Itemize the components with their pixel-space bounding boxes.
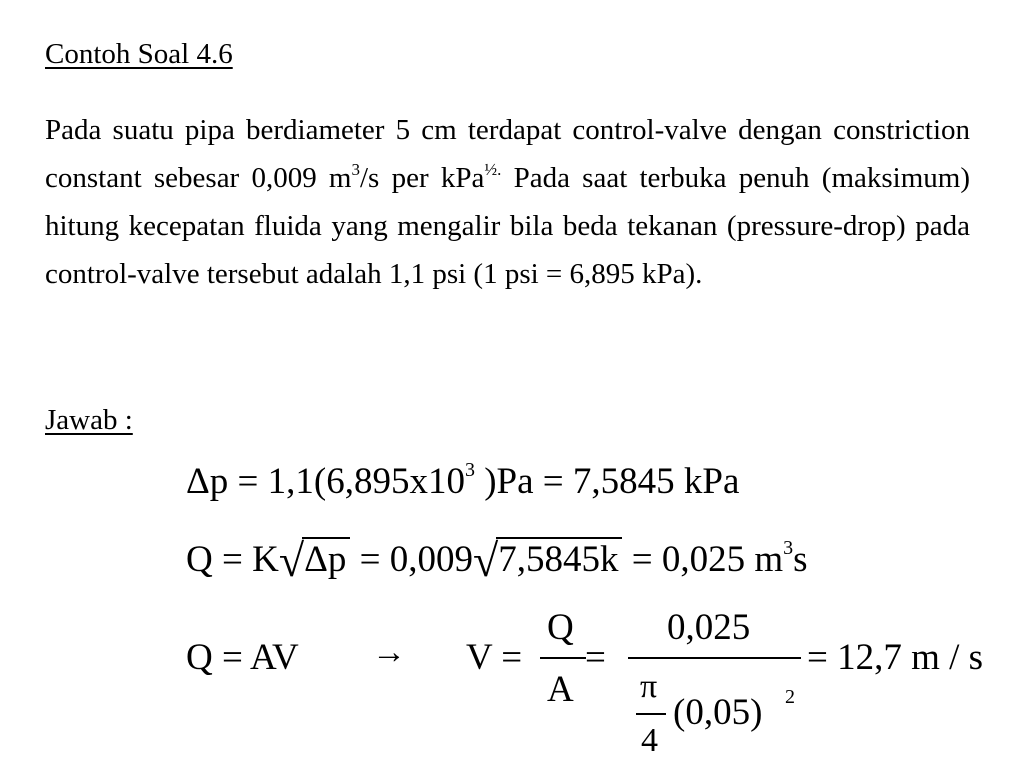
eq3-numerator-value: 0,025 — [667, 607, 751, 648]
eq2-mid: = 0,009 — [350, 539, 473, 580]
eq2-radicand-1: Δp — [302, 537, 350, 580]
equation-pressure-drop — [186, 460, 739, 503]
eq2-unit: s — [793, 539, 808, 580]
problem-text-2: /s per kPa — [360, 162, 485, 194]
problem-text-1: Pada suatu pipa berdiameter 5 cm terdapat control-valve dengan constriction constant sebesar 0,009 m — [45, 114, 970, 194]
eq3-denominator-value: (0,05) — [673, 692, 763, 733]
sqrt-icon: √ — [472, 535, 499, 586]
eq3-equals: = — [585, 637, 606, 678]
right-arrow-icon: → — [372, 634, 406, 671]
problem-text-3: Pada saat terbuka penuh (maksimum) hitung kecepatan fluida yang mengalir bila beda tekanan (pressure-drop) pada control-valve tersebut adalah 1,1 psi (1 psi = 6,895 kPa). — [45, 162, 970, 290]
problem-superscript-2: ½. — [484, 160, 502, 179]
eq3-numerator-q: Q — [547, 607, 574, 648]
eq1-rhs: )Pa = 7,5845 kPa — [474, 461, 740, 502]
problem-superscript-1: 3 — [351, 160, 360, 179]
eq2-exponent: 3 — [783, 537, 794, 559]
eq3-result: = 12,7 m / s — [807, 637, 984, 678]
fraction-bar-2 — [628, 657, 801, 659]
page-title: Contoh Soal 4.6 — [45, 38, 233, 70]
eq3-left: Q = AV — [186, 637, 299, 678]
eq1-exponent: 3 — [464, 459, 475, 481]
eq3-four: 4 — [641, 722, 658, 759]
eq2-lhs: Q = K — [186, 539, 279, 580]
answer-label: Jawab : — [45, 404, 133, 436]
eq2-rhs: = 0,025 m — [622, 539, 784, 580]
fraction-bar-pi — [636, 713, 666, 715]
fraction-bar-1 — [540, 657, 586, 659]
eq1-lhs: Δp = 1,1(6,895x10 — [186, 461, 465, 502]
eq3-denominator-a: A — [547, 669, 574, 710]
problem-statement — [45, 106, 970, 298]
eq3-v-equals: V = — [466, 637, 523, 678]
eq3-denominator-exponent: 2 — [785, 686, 795, 708]
eq2-radicand-2: 7,5845k — [496, 537, 622, 580]
equation-flow-rate — [186, 534, 808, 587]
sqrt-icon: √ — [278, 535, 305, 586]
pi-icon: π — [640, 668, 658, 705]
